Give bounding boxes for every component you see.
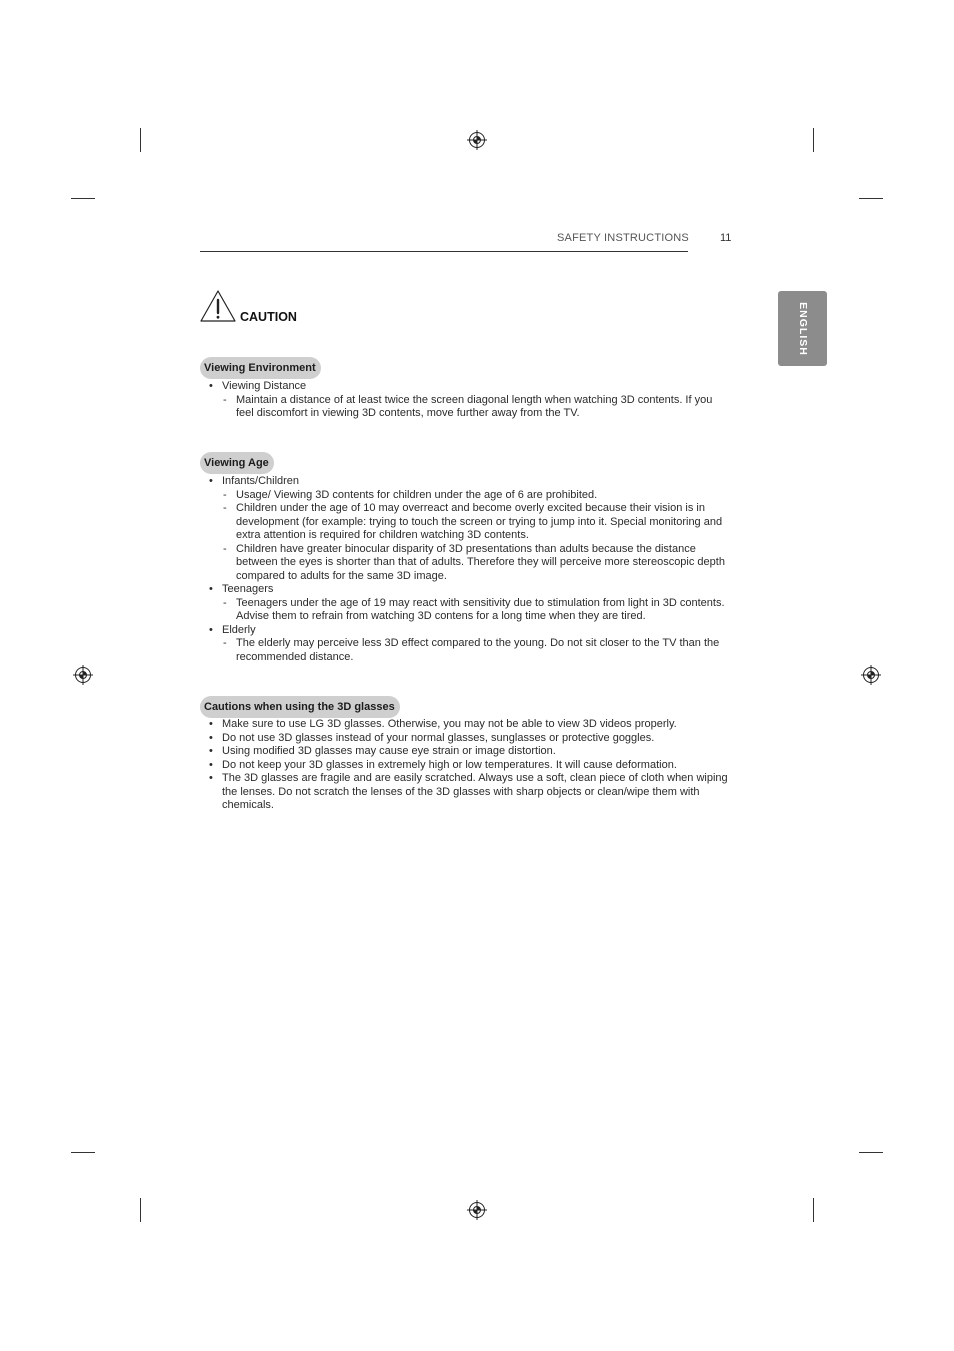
language-tab bbox=[778, 291, 827, 366]
list-item: • Do not use 3D glasses instead of your normal glasses, sunglasses or protective goggles. bbox=[208, 732, 728, 746]
warning-triangle-icon bbox=[199, 289, 237, 323]
registration-mark-icon bbox=[467, 130, 487, 150]
section-viewing-age bbox=[208, 475, 728, 664]
list-item: • The 3D glasses are fragile and are easily scratched. Always use a soft, clean piece of cloth when wiping the lenses. Do not scratch the lenses of the 3D glasses with sharp objects or clean/wipe them with chemicals. bbox=[208, 772, 728, 813]
list-item: • Infants/Children bbox=[208, 475, 728, 489]
crop-mark bbox=[859, 198, 883, 199]
registration-mark-icon bbox=[861, 665, 881, 685]
header-section-title: SAFETY INSTRUCTIONS bbox=[557, 232, 689, 244]
list-item: • Make sure to use LG 3D glasses. Otherwise, you may not be able to view 3D videos properly. bbox=[208, 718, 728, 732]
sub-item: - The elderly may perceive less 3D effect compared to the young. Do not sit closer to the TV than the recommended distance. bbox=[208, 637, 728, 664]
section-title-viewing-environment: Viewing Environment bbox=[200, 357, 321, 379]
page-number: 11 bbox=[720, 232, 732, 244]
list-item: • Teenagers bbox=[208, 583, 728, 597]
crop-mark bbox=[140, 128, 141, 152]
header-divider bbox=[200, 251, 688, 252]
crop-mark bbox=[140, 1198, 141, 1222]
sub-item: - Maintain a distance of at least twice the screen diagonal length when watching 3D contents. If you feel discomfort in viewing 3D contents, move further away from the TV. bbox=[208, 394, 728, 421]
section-title-3d-glasses: Cautions when using the 3D glasses bbox=[200, 696, 400, 718]
sub-item: - Children have greater binocular disparity of 3D presentations than adults because the distance between the eyes is shorter than that of adults. Therefore they will perceive more stereoscopic depth compared to adults for the same 3D image. bbox=[208, 543, 728, 584]
sub-item: - Children under the age of 10 may overreact and become overly excited because their vision is in development (for example: trying to touch the screen or trying to jump into it. Special monitoring and extra attention is required for children watching 3D contents. bbox=[208, 502, 728, 543]
language-tab-label: ENGLISH bbox=[796, 301, 809, 356]
list-item: • Using modified 3D glasses may cause eye strain or image distortion. bbox=[208, 745, 728, 759]
section-viewing-environment bbox=[208, 380, 728, 421]
section-title-viewing-age: Viewing Age bbox=[200, 452, 274, 474]
section-3d-glasses bbox=[208, 718, 728, 813]
list-item: • Do not keep your 3D glasses in extremely high or low temperatures. It will cause deformation. bbox=[208, 759, 728, 773]
crop-mark bbox=[859, 1152, 883, 1153]
registration-mark-icon bbox=[73, 665, 93, 685]
sub-item: - Teenagers under the age of 19 may react with sensitivity due to stimulation from light in 3D contents. Advise them to refrain from watching 3D contens for a long time when they are tired. bbox=[208, 597, 728, 624]
crop-mark bbox=[813, 1198, 814, 1222]
registration-mark-icon bbox=[467, 1200, 487, 1220]
crop-mark bbox=[71, 1152, 95, 1153]
list-item: • Elderly bbox=[208, 624, 728, 638]
crop-mark bbox=[813, 128, 814, 152]
caution-label: CAUTION bbox=[240, 310, 297, 324]
sub-item: - Usage/ Viewing 3D contents for children under the age of 6 are prohibited. bbox=[208, 489, 728, 503]
crop-mark bbox=[71, 198, 95, 199]
list-item: • Viewing Distance bbox=[208, 380, 728, 394]
